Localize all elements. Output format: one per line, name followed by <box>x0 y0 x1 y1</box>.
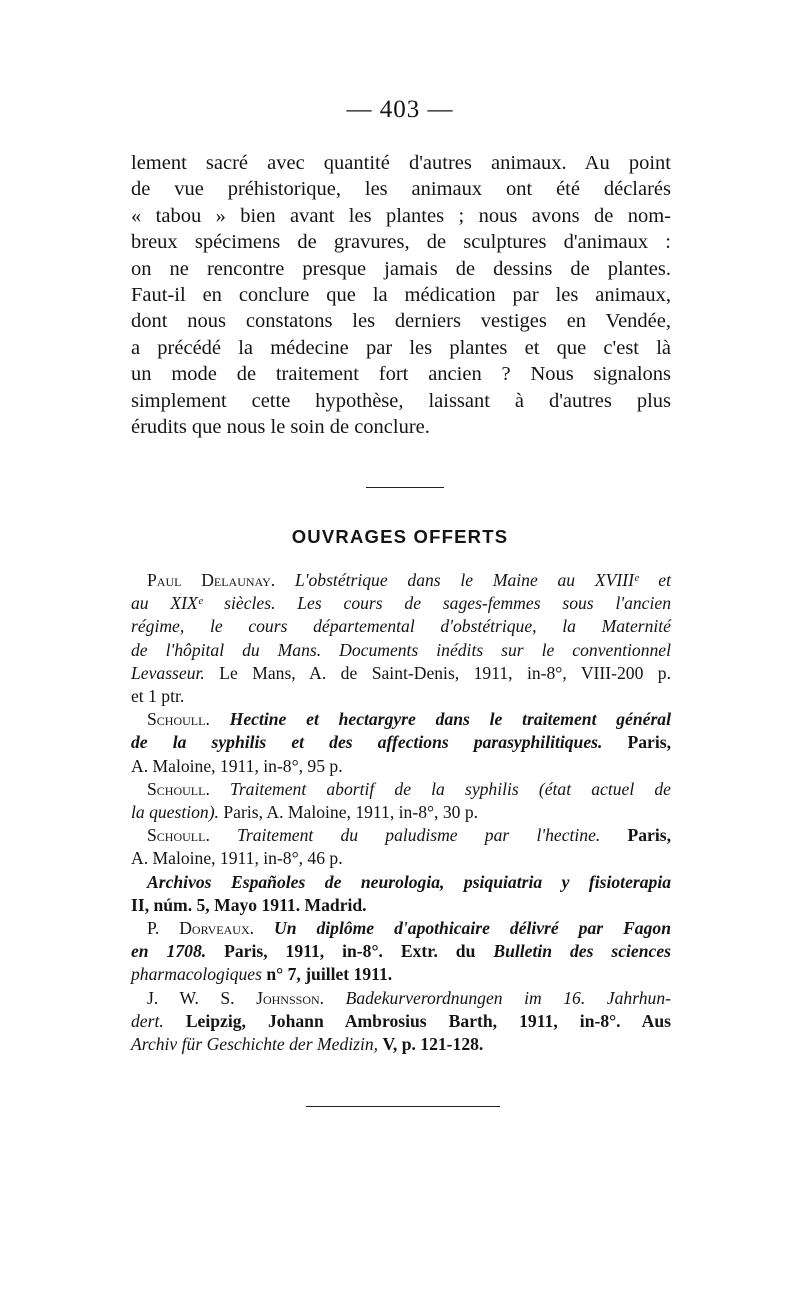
entry-author: Schoull. <box>147 778 210 799</box>
entry-title: en 1708. <box>131 941 207 962</box>
body-line: « tabou » bien avant les plantes ; nous avons de nom- <box>131 204 671 227</box>
entry-author: P. Dorveaux. <box>147 918 255 939</box>
entry-author: Schoull. <box>147 825 210 846</box>
entry-title: Traitement abortif de la syphilis (état actuel de <box>230 778 671 799</box>
entry-publication: Paris, A. Maloine, 1911, in-8°, 30 p. <box>223 802 479 823</box>
entry-title: Traitement du paludisme par l'hectine. <box>237 825 601 846</box>
body-line: simplement cette hypothèse, laissant à d'autres plus <box>131 389 671 412</box>
entry-publication: A. Maloine, 1911, in-8°, 46 p. <box>131 848 343 869</box>
body-line: on ne rencontre presque jamais de dessins de plantes. <box>131 257 671 280</box>
entry-title: Badekurverordnungen im 16. Jahrhun- <box>345 987 671 1008</box>
entry-line: et 1 ptr. <box>131 686 185 707</box>
entry-publication: n° 7, juillet 1911. <box>266 964 393 985</box>
entry-title: Bulletin des sciences <box>493 941 671 962</box>
entry-title: Levasseur. <box>131 662 205 683</box>
entry-publication: Leipzig, Johann Ambrosius Barth, 1911, in-8°. Aus <box>185 1010 671 1031</box>
entry-publication: Paris, <box>627 825 671 846</box>
entry-title: Archivos Españoles de neurologia, psiquiatria y fisioterapia <box>147 871 671 892</box>
bibliography-entry <box>131 569 671 708</box>
entry-line: de l'hôpital du Mans. Documents inédits sur le conventionnel <box>131 639 671 660</box>
entry-publication: Paris, 1911, in-8°. Extr. du <box>224 941 476 962</box>
entry-title: Archiv für Geschichte der Medizin, <box>131 1034 379 1055</box>
body-line: dont nous constatons les derniers vestiges en Vendée, <box>131 310 671 333</box>
entry-publication: V, p. 121-128. <box>382 1034 484 1055</box>
body-paragraph <box>131 150 671 440</box>
entry-line: au XIXᵉ siècles. Les cours de sages-femmes sous l'ancien <box>131 593 671 614</box>
bibliography-entry <box>131 917 671 987</box>
entry-title: L'obstétrique dans le Maine au XVIIIᵉ et <box>294 570 671 590</box>
entry-publication: Le Mans, A. de Saint-Denis, 1911, in-8°, VIII-200 p. <box>219 662 671 683</box>
bibliography-entry <box>131 871 671 917</box>
section-divider <box>366 487 444 488</box>
bibliography-entry <box>131 987 671 1057</box>
body-line: a précédé la médecine par les plantes et que c'est là <box>131 336 671 359</box>
entry-author: Schoull. <box>147 709 210 730</box>
entry-title: la question). <box>131 802 219 823</box>
bibliography-list <box>131 569 671 1056</box>
entry-publication: II, núm. 5, Mayo 1911. Madrid. <box>131 894 367 915</box>
entry-title: Hectine et hectargyre dans le traitement général <box>229 709 671 730</box>
entry-publication: A. Maloine, 1911, in-8°, 95 p. <box>131 755 343 776</box>
body-line: Faut-il en conclure que la médication par les animaux, <box>131 284 671 307</box>
entry-author: J. W. S. Johnsson. <box>147 987 325 1008</box>
entry-author: Paul Delaunay. <box>147 570 276 590</box>
body-line: breux spécimens de gravures, de sculptures d'animaux : <box>131 231 671 254</box>
body-line: érudits que nous le soin de conclure. <box>131 416 430 439</box>
body-line: un mode de traitement fort ancien ? Nous signalons <box>131 363 671 386</box>
entry-title: Un diplôme d'apothicaire délivré par Fagon <box>274 918 671 939</box>
body-line: lement sacré avec quantité d'autres animaux. Au point <box>131 152 671 174</box>
entry-publication: Paris, <box>627 732 671 753</box>
body-line: de vue préhistorique, les animaux ont été déclarés <box>131 178 671 201</box>
page-number: — 403 — <box>346 96 454 123</box>
bibliography-entry <box>131 824 671 870</box>
entry-line: régime, le cours départemental d'obstétrique, la Maternité <box>131 616 671 637</box>
bibliography-entry <box>131 708 671 778</box>
entry-title: pharmacologiques <box>131 964 262 985</box>
end-divider <box>306 1106 500 1107</box>
section-title: OUVRAGES OFFERTS <box>291 526 509 547</box>
entry-title: dert. <box>131 1010 164 1031</box>
bibliography-entry <box>131 778 671 824</box>
entry-title: de la syphilis et des affections parasyphilitiques. <box>131 732 603 753</box>
